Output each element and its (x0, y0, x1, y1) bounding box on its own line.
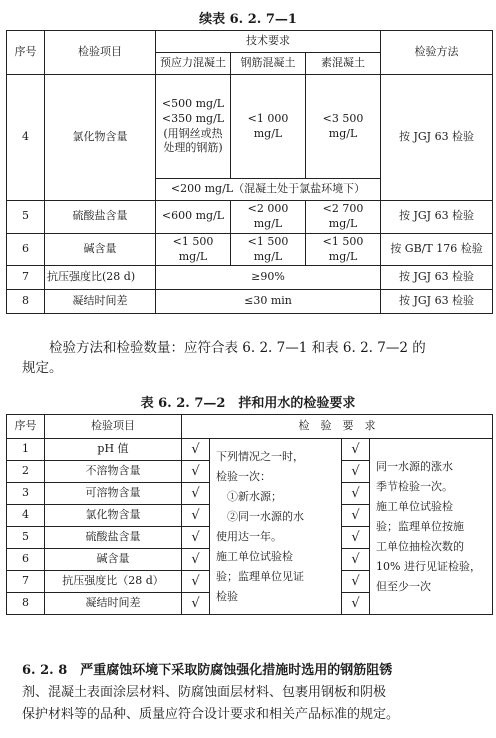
t2-header-no: 序号 (7, 415, 45, 439)
t1-header-reinforced: 钢筋混凝土 (231, 53, 306, 75)
row-cell: <3 500 mg/L (306, 75, 381, 179)
row-no: 8 (7, 290, 45, 314)
t1-header-method: 检验方法 (381, 31, 493, 75)
row-cell: <500 mg/L <350 mg/L (用钢丝或热 处理的钢筋) (156, 75, 231, 179)
row-item: 碱含量 (45, 549, 182, 571)
table-row (7, 266, 493, 290)
check-mark: √ (182, 505, 210, 527)
row-method: 按 JGJ 63 检验 (381, 201, 493, 234)
row-item: 硫酸盐含量 (45, 527, 182, 549)
check-mark: √ (342, 439, 370, 461)
row-item: 氯化物含量 (45, 75, 156, 201)
row-cell: <2 700 mg/L (306, 201, 381, 234)
row-method: 按 JGJ 63 检验 (381, 75, 493, 201)
check-mark: √ (342, 593, 370, 615)
table-row (7, 290, 493, 314)
row-no: 5 (7, 201, 45, 234)
table1-caption: 续表 6. 2. 7—1 (199, 12, 297, 27)
row-cell: <200 mg/L（混凝土处于氯盐环境下） (156, 179, 381, 201)
table2-caption: 表 6. 2. 7—2 拌和用水的检验要求 (140, 396, 356, 411)
row-method: 按 JGJ 63 检验 (381, 290, 493, 314)
row-no: 1 (7, 439, 45, 461)
row-cell: <2 000 mg/L (231, 201, 306, 234)
row-item: 硫酸盐含量 (45, 201, 156, 234)
row-cell: ≥90% (156, 266, 381, 290)
row-cell: <1 000 mg/L (231, 75, 306, 179)
row-cell: <1 500 mg/L (156, 233, 231, 266)
row-item: pH 值 (45, 439, 182, 461)
row-item: 可溶物含量 (45, 483, 182, 505)
check-mark: √ (182, 571, 210, 593)
t1-header-plain: 素混凝土 (306, 53, 381, 75)
t2-header-item: 检验项目 (45, 415, 182, 439)
check-mark: √ (342, 505, 370, 527)
row-method: 按 JGJ 63 检验 (381, 266, 493, 290)
check-mark: √ (342, 483, 370, 505)
check-mark: √ (342, 571, 370, 593)
check-mark: √ (182, 461, 210, 483)
check-mark: √ (182, 593, 210, 615)
row-item: 抗压强度比（28 d） (45, 571, 182, 593)
row-item: 氯化物含量 (45, 505, 182, 527)
row-no: 8 (7, 593, 45, 615)
paragraph-2: 6. 2. 8 严重腐蚀环境下采取防腐蚀强化措施时选用的钢筋阻锈 剂、混凝土表面涂层材料、防腐蚀面层材料、包裹用钢板和阴极 保护材料等的品种、质量应符合设计要求和相关产品标准的规定。 (22, 663, 400, 722)
row-item: 碱含量 (45, 233, 156, 266)
note-right: 同一水源的涨水 季节检验一次。 施工单位试验检 验；监理单位按施 工单位抽检次数的 10% 进行见证检验， 但至少一次 (370, 439, 493, 615)
check-mark: √ (342, 527, 370, 549)
paragraph-1: 检验方法和检验数量：应符合表 6. 2. 7—1 和表 6. 2. 7—2 的 规定。 (22, 340, 426, 376)
check-mark: √ (342, 461, 370, 483)
t1-header-item: 检验项目 (45, 31, 156, 75)
row-no: 4 (7, 75, 45, 201)
check-mark: √ (182, 483, 210, 505)
check-mark: √ (182, 527, 210, 549)
t1-header-requirement: 技术要求 (156, 31, 381, 53)
check-mark: √ (182, 549, 210, 571)
t1-header-no: 序号 (7, 31, 45, 75)
row-no: 6 (7, 233, 45, 266)
row-item: 不溶物含量 (45, 461, 182, 483)
row-item: 抗压强度比(28 d) (45, 266, 156, 290)
table-row (7, 439, 493, 461)
row-no: 7 (7, 571, 45, 593)
row-no: 5 (7, 527, 45, 549)
row-item: 凝结时间差 (45, 290, 156, 314)
t1-header-prestressed: 预应力混凝土 (156, 53, 231, 75)
table-row (7, 201, 493, 234)
table1 (6, 30, 493, 314)
table2 (6, 414, 493, 615)
note-left: 下列情况之一时， 检验一次： ①新水源； ②同一水源的水 使用达一年。 施工单位试验检 验；监理单位见证 检验 (210, 439, 342, 615)
row-cell: <1 500 mg/L (231, 233, 306, 266)
row-no: 3 (7, 483, 45, 505)
table-row (7, 233, 493, 266)
row-item: 凝结时间差 (45, 593, 182, 615)
row-no: 7 (7, 266, 45, 290)
row-method: 按 GB/T 176 检验 (381, 233, 493, 266)
row-cell: ≤30 min (156, 290, 381, 314)
t2-header-requirement: 检 验 要 求 (182, 415, 493, 439)
check-mark: √ (342, 549, 370, 571)
check-mark: √ (182, 439, 210, 461)
row-no: 2 (7, 461, 45, 483)
row-no: 6 (7, 549, 45, 571)
row-cell: <600 mg/L (156, 201, 231, 234)
table-row (7, 75, 493, 179)
row-no: 4 (7, 505, 45, 527)
row-cell: <1 500 mg/L (306, 233, 381, 266)
